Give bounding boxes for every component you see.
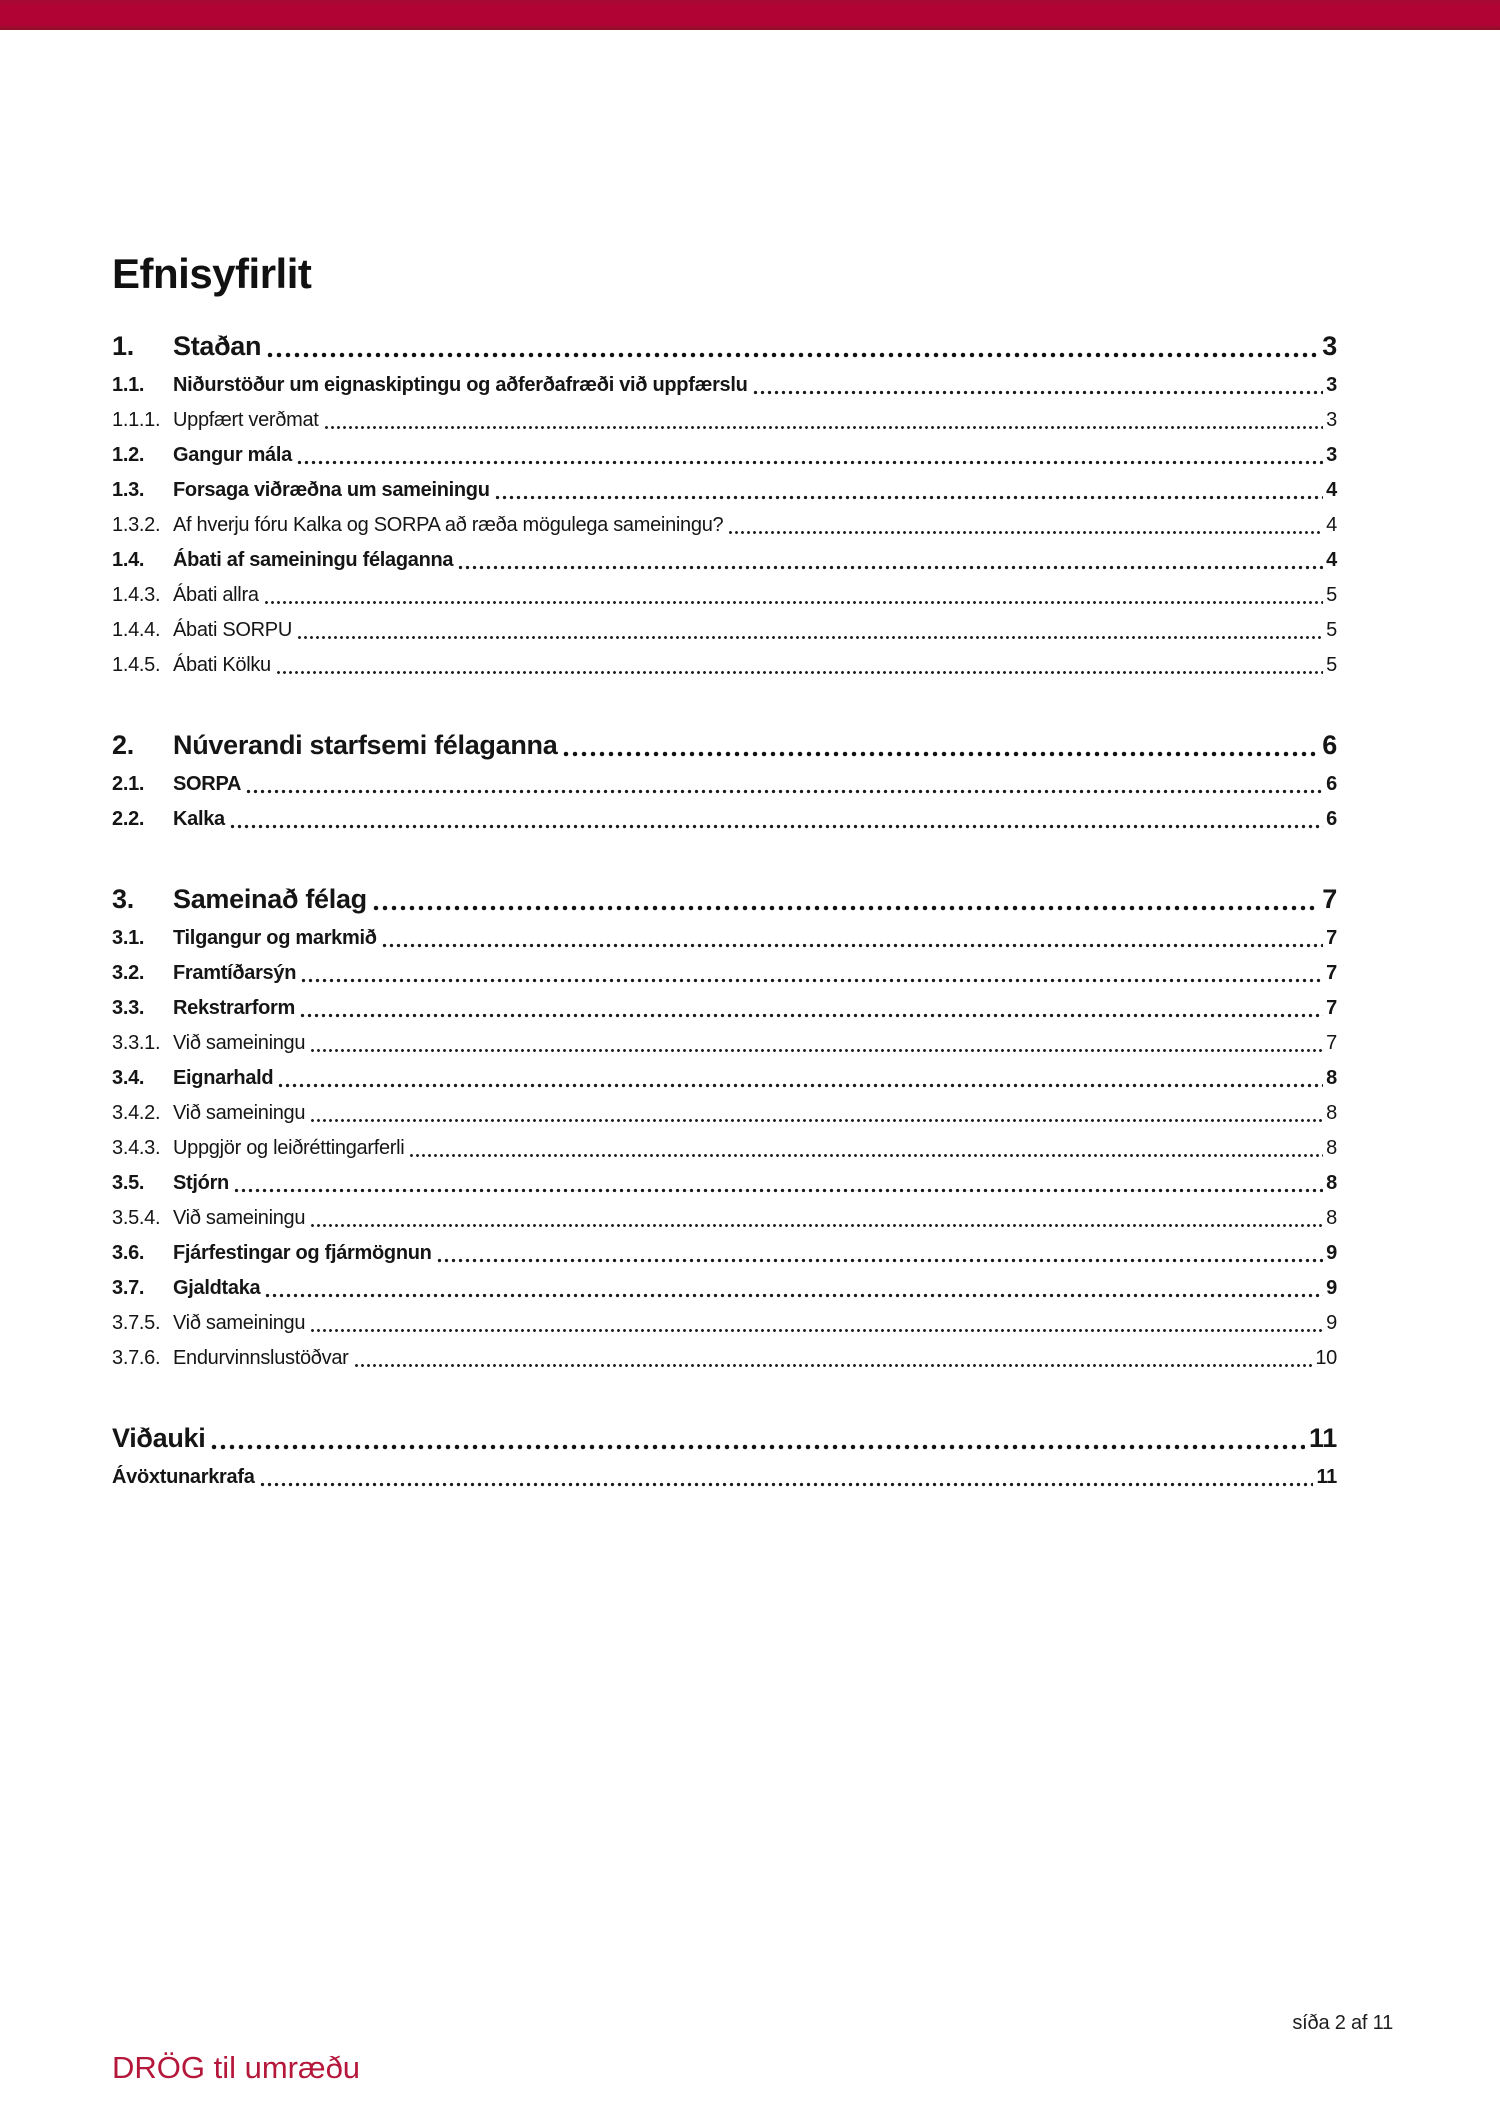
toc-entry[interactable]	[112, 1271, 1337, 1306]
toc-entry-number: 3.5.	[112, 1172, 145, 1194]
toc-dotted-leader	[728, 530, 1323, 535]
toc-entry-label: Við sameiningu	[173, 1312, 306, 1334]
toc-entry-number: 1.	[112, 331, 134, 361]
toc-entry-label: Viðauki	[112, 1423, 206, 1453]
toc-entry-label: Eignarhald	[173, 1067, 274, 1089]
toc-entry[interactable]	[112, 723, 1337, 767]
toc-dotted-leader	[409, 1153, 1323, 1158]
toc-entry-page: 11	[1309, 1423, 1337, 1453]
toc-list	[112, 324, 1337, 1495]
toc-entry[interactable]	[112, 368, 1337, 403]
toc-entry-label: SORPA	[173, 773, 242, 795]
toc-entry[interactable]	[112, 1131, 1337, 1166]
toc-entry-page: 4	[1326, 549, 1337, 571]
toc-entry-number: 1.4.5.	[112, 654, 161, 676]
toc-entry[interactable]	[112, 613, 1337, 648]
toc-entry[interactable]	[112, 403, 1337, 438]
toc-dotted-leader	[264, 600, 1324, 605]
toc-entry-label: Endurvinnslustöðvar	[173, 1347, 349, 1369]
toc-entry-page: 5	[1326, 619, 1337, 641]
toc-entry-label: Forsaga viðræðna um sameiningu	[173, 479, 490, 501]
toc-entry-label: Ábati SORPU	[173, 619, 292, 641]
toc-dotted-leader	[267, 352, 1318, 358]
toc-entry-page: 6	[1326, 773, 1337, 795]
toc-entry-label: Af hverju fóru Kalka og SORPA að ræða mögulega sameiningu?	[173, 514, 724, 536]
toc-entry[interactable]	[112, 1026, 1337, 1061]
toc-entry[interactable]	[112, 1166, 1337, 1201]
footer-draft-watermark: DRÖG til umræðu	[112, 2050, 361, 2085]
toc-entry-number: 2.2.	[112, 808, 145, 830]
toc-entry[interactable]	[112, 578, 1337, 613]
toc-entry-number: 3.4.3.	[112, 1137, 161, 1159]
toc-entry-page: 5	[1326, 654, 1337, 676]
toc-entry-page: 5	[1326, 584, 1337, 606]
toc-entry-number: 3.7.5.	[112, 1312, 161, 1334]
toc-entry-label: Uppfært verðmat	[173, 409, 319, 431]
toc-entry-page: 7	[1326, 997, 1337, 1019]
toc-entry-label: Við sameiningu	[173, 1102, 306, 1124]
toc-entry-label: Sameinað félag	[173, 884, 367, 914]
toc-entry-label: Við sameiningu	[173, 1032, 306, 1054]
toc-entry-page: 9	[1326, 1242, 1337, 1264]
toc-entry-page: 9	[1326, 1312, 1337, 1334]
toc-entry-number: 3.	[112, 884, 134, 914]
top-brand-bar	[0, 0, 1500, 30]
toc-entry-page: 4	[1326, 514, 1337, 536]
toc-dotted-leader	[211, 1444, 1305, 1450]
toc-entry[interactable]	[112, 921, 1337, 956]
toc-entry-number: 1.3.2.	[112, 514, 161, 536]
toc-dotted-leader	[310, 1328, 1323, 1333]
toc-entry[interactable]	[112, 648, 1337, 683]
toc-entry-page: 7	[1326, 962, 1337, 984]
toc-entry-label: Gangur mála	[173, 444, 292, 466]
toc-entry-number: 1.1.1.	[112, 409, 161, 431]
toc-entry-page: 7	[1322, 884, 1337, 914]
toc-entry-number: 3.7.	[112, 1277, 145, 1299]
toc-dotted-leader	[495, 495, 1324, 500]
toc-entry[interactable]	[112, 802, 1337, 837]
footer-page-indicator: síða 2 af 11	[1292, 2012, 1393, 2034]
toc-entry-page: 6	[1326, 808, 1337, 830]
toc-dotted-leader	[230, 824, 1323, 829]
toc-entry-number: 2.1.	[112, 773, 145, 795]
toc-entry-label: Staðan	[173, 331, 262, 361]
toc-dotted-leader	[310, 1118, 1323, 1123]
toc-entry-page: 8	[1326, 1067, 1337, 1089]
toc-entry-number: 1.4.3.	[112, 584, 161, 606]
toc-entry[interactable]	[112, 1416, 1337, 1460]
toc-entry-label: Ábati Kölku	[173, 654, 271, 676]
toc-dotted-leader	[437, 1258, 1324, 1263]
toc-entry-number: 3.5.4.	[112, 1207, 161, 1229]
toc-entry-label: Uppgjör og leiðréttingarferli	[173, 1137, 405, 1159]
toc-entry-label: Kalka	[173, 808, 225, 830]
toc-entry-number: 3.4.	[112, 1067, 145, 1089]
toc-entry-page: 3	[1322, 331, 1337, 361]
toc-entry-number: 3.3.	[112, 997, 145, 1019]
toc-entry[interactable]	[112, 877, 1337, 921]
toc-entry[interactable]	[112, 1341, 1337, 1376]
toc-entry[interactable]	[112, 543, 1337, 578]
toc-dotted-leader	[753, 390, 1324, 395]
toc-entry[interactable]	[112, 438, 1337, 473]
toc-dotted-leader	[458, 565, 1323, 570]
toc-dotted-leader	[265, 1293, 1323, 1298]
toc-entry-page: 7	[1326, 1032, 1337, 1054]
toc-entry-number: 1.4.	[112, 549, 145, 571]
toc-entry-page: 8	[1326, 1137, 1337, 1159]
toc-dotted-leader	[310, 1223, 1323, 1228]
toc-entry-page: 8	[1326, 1102, 1337, 1124]
toc-entry[interactable]	[112, 473, 1337, 508]
toc-entry-number: 2.	[112, 730, 134, 760]
toc-entry[interactable]	[112, 1306, 1337, 1341]
toc-entry-number: 3.1.	[112, 927, 145, 949]
toc-entry-number: 1.4.4.	[112, 619, 161, 641]
toc-entry-page: 8	[1326, 1207, 1337, 1229]
toc-entry-number: 1.1.	[112, 374, 145, 396]
toc-entry-number: 3.6.	[112, 1242, 145, 1264]
toc-entry[interactable]	[112, 1236, 1337, 1271]
toc-entry-page: 7	[1326, 927, 1337, 949]
toc-dotted-leader	[373, 905, 1318, 911]
toc-dotted-leader	[300, 1013, 1323, 1018]
toc-entry-label: Stjórn	[173, 1172, 229, 1194]
toc-dotted-leader	[310, 1048, 1323, 1053]
toc-dotted-leader	[563, 751, 1318, 757]
toc-entry[interactable]	[112, 991, 1337, 1026]
toc-entry-label: Ábati allra	[173, 584, 259, 606]
toc-entry-label: Tilgangur og markmið	[173, 927, 377, 949]
page-title: Efnisyfirlit	[112, 250, 312, 298]
toc-entry-label: Framtíðarsýn	[173, 962, 297, 984]
toc-entry-page: 4	[1326, 479, 1337, 501]
toc-dotted-leader	[276, 670, 1323, 675]
toc-dotted-leader	[324, 425, 1324, 430]
toc-entry-page: 6	[1322, 730, 1337, 760]
toc-entry-page: 3	[1326, 444, 1337, 466]
toc-entry[interactable]	[112, 1460, 1337, 1495]
toc-dotted-leader	[278, 1083, 1323, 1088]
toc-entry-page: 3	[1326, 374, 1337, 396]
toc-dotted-leader	[354, 1363, 1313, 1368]
toc-entry[interactable]	[112, 956, 1337, 991]
toc-entry-label: Niðurstöður um eignaskiptingu og aðferðafræði við uppfærslu	[173, 374, 748, 396]
toc-dotted-leader	[234, 1188, 1323, 1193]
toc-entry-page: 11	[1316, 1466, 1337, 1488]
toc-dotted-leader	[382, 943, 1324, 948]
toc-entry-page: 10	[1315, 1347, 1337, 1369]
toc-entry-label: Gjaldtaka	[173, 1277, 261, 1299]
toc-entry-number: 3.3.1.	[112, 1032, 161, 1054]
toc-dotted-leader	[297, 460, 1323, 465]
toc-entry[interactable]	[112, 1061, 1337, 1096]
toc-dotted-leader	[297, 635, 1323, 640]
toc-entry-number: 3.2.	[112, 962, 145, 984]
toc-entry[interactable]	[112, 324, 1337, 368]
toc-entry-page: 9	[1326, 1277, 1337, 1299]
toc-dotted-leader	[260, 1482, 1314, 1487]
toc-entry[interactable]	[112, 1096, 1337, 1131]
toc-entry-page: 3	[1326, 409, 1337, 431]
toc-entry-number: 3.7.6.	[112, 1347, 161, 1369]
toc-dotted-leader	[246, 789, 1323, 794]
toc-entry-label: Rekstrarform	[173, 997, 296, 1019]
toc-entry-label: Við sameiningu	[173, 1207, 306, 1229]
toc-entry-label: Ávöxtunarkrafa	[112, 1466, 255, 1488]
toc-entry-label: Núverandi starfsemi félaganna	[173, 730, 558, 760]
toc-entry-label: Fjárfestingar og fjármögnun	[173, 1242, 432, 1264]
toc-entry-page: 8	[1326, 1172, 1337, 1194]
toc-entry-number: 1.3.	[112, 479, 145, 501]
toc-entry-label: Ábati af sameiningu félaganna	[173, 549, 454, 571]
toc-entry[interactable]	[112, 767, 1337, 802]
toc-entry-number: 3.4.2.	[112, 1102, 161, 1124]
toc-dotted-leader	[301, 978, 1323, 983]
toc-entry[interactable]	[112, 508, 1337, 543]
toc-entry-number: 1.2.	[112, 444, 145, 466]
toc-entry[interactable]	[112, 1201, 1337, 1236]
